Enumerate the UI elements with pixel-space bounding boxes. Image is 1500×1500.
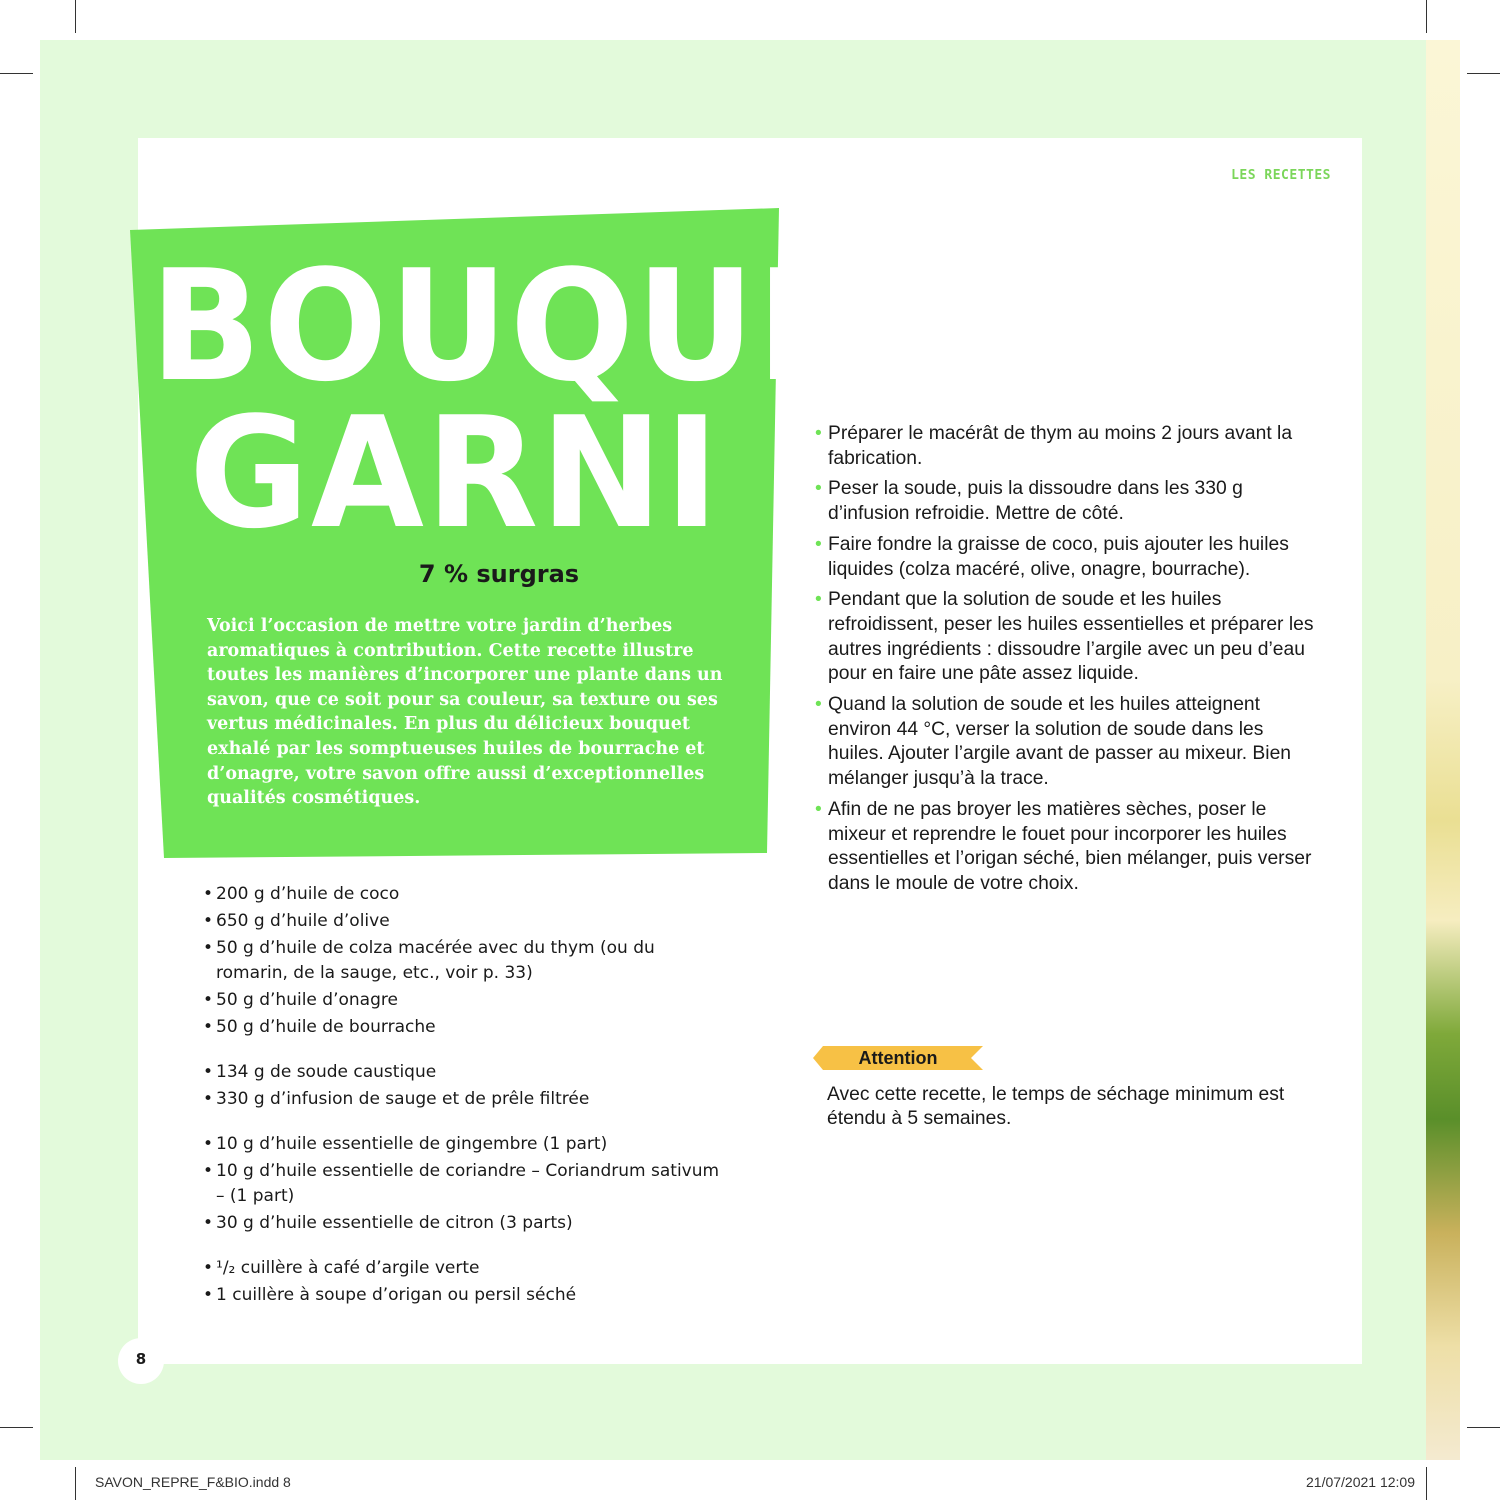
crop-mark (75, 0, 76, 33)
crop-mark (0, 73, 33, 74)
recipe-subtitle: 7 % surgras (418, 560, 580, 588)
ingredient-item: • 50 g d’huile d’onagre (203, 988, 723, 1013)
ingredient-item: • 50 g d’huile de bourrache (203, 1015, 723, 1040)
ingredient-item: • 50 g d’huile de colza macérée avec du thym (ou du romarin, de la sauge, etc., voir p. 33) (203, 936, 723, 986)
step-item: • Préparer le macérât de thym au moins 2 jours avant la fabrication. (815, 422, 1315, 471)
ingredient-item: • 650 g d’huile d’olive (203, 909, 723, 934)
page-number: 8 (135, 1350, 147, 1368)
crop-mark (0, 1427, 33, 1428)
ingredient-item: • 10 g d’huile essentielle de coriandre – Coriandrum sativum – (1 part) (203, 1159, 723, 1209)
step-item: • Afin de ne pas broyer les matières sèches, poser le mixeur et reprendre le fouet pour incorporer les huiles essentielles et l’origan séché, bien mélanger, puis verser dans le moule de votre choix. (815, 798, 1315, 897)
recipe-title (150, 237, 960, 563)
attention-label: Attention (858, 1048, 938, 1068)
step-item: • Pendant que la solution de soude et les huiles refroidissent, peser les huiles essentielles et préparer les autres ingrédients : dissoudre l’argile avec un peu d’eau pour en faire une pâte assez liquide. (815, 588, 1315, 687)
ingredient-item: • 134 g de soude caustique (203, 1060, 723, 1085)
crop-mark (75, 1467, 76, 1500)
ingredient-item: • 330 g d’infusion de sauge et de prêle filtrée (203, 1087, 723, 1112)
method-steps (815, 422, 1315, 903)
ingredient-group-oils (203, 882, 723, 1040)
ingredient-group-essential-oils (203, 1132, 723, 1236)
section-label: LES RECETTES (1231, 168, 1331, 183)
ingredient-item: • 1 cuillère à soupe d’origan ou persil séché (203, 1283, 723, 1308)
step-item: • Peser la soude, puis la dissoudre dans les 330 g d’infusion refroidie. Mettre de côté. (815, 477, 1315, 526)
ingredient-item: • ¹/₂ cuillère à café d’argile verte (203, 1256, 723, 1281)
ingredient-item: • 200 g d’huile de coco (203, 882, 723, 907)
slug-date: 21/07/2021 12:09 (1306, 1474, 1415, 1490)
title-line-2: GARNI (189, 384, 721, 563)
ingredient-group-lye (203, 1060, 723, 1112)
ingredient-item: • 10 g d’huile essentielle de gingembre (1 part) (203, 1132, 723, 1157)
slug-filename: SAVON_REPRE_F&BIO.indd 8 (95, 1474, 291, 1490)
attention-note: Avec cette recette, le temps de séchage minimum est étendu à 5 semaines. (827, 1084, 1285, 1129)
ingredient-item: • 30 g d’huile essentielle de citron (3 parts) (203, 1211, 723, 1236)
crop-mark (1467, 73, 1500, 74)
ingredients-list (203, 882, 723, 1328)
crop-mark (1426, 1467, 1427, 1500)
step-item: • Faire fondre la graisse de coco, puis ajouter les huiles liquides (colza macéré, olive, onagre, bourrache). (815, 533, 1315, 582)
photo-edge-strip (1426, 40, 1460, 1460)
crop-mark (1467, 1427, 1500, 1428)
step-item: • Quand la solution de soude et les huiles atteignent environ 44 °C, verser la solution de soude dans les huiles. Ajouter l’argile avant de passer au mixeur. Bien mélanger jusqu’à la trace. (815, 693, 1315, 792)
intro-paragraph: Voici l’occasion de mettre votre jardin d’herbes aromatiques à contribution. Cette recette illustre toutes les manières d’incorporer une plante dans un savon, que ce soit pour sa couleur, sa texture ou ses vertus médicinales. En plus du délicieux bouquet exhalé par les somptueuses huiles de bourrache et d’onagre, votre savon offre aussi d’exceptionnelles qualités cosmétiques. (207, 616, 723, 809)
crop-mark (1426, 0, 1427, 33)
title-line-1: BOUQUET (150, 237, 960, 416)
ingredient-group-additives (203, 1256, 723, 1308)
